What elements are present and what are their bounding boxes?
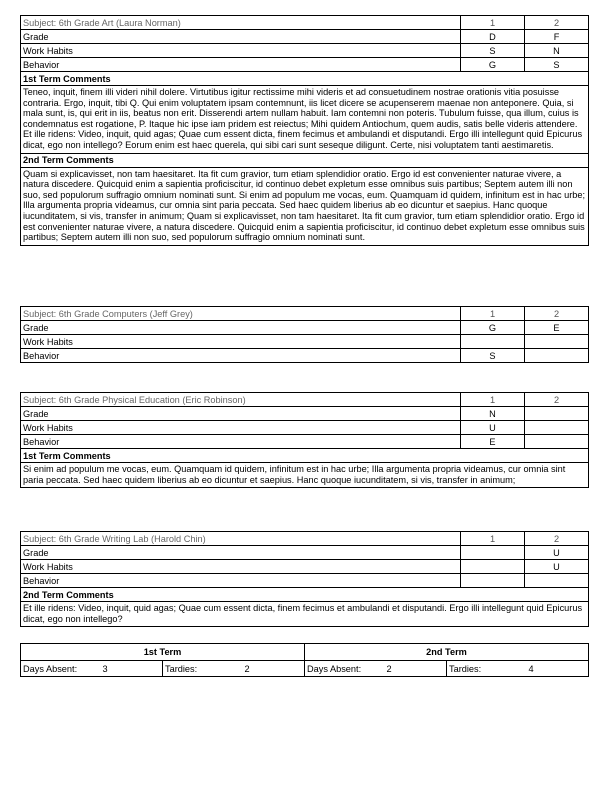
- subject-table-computers: [20, 306, 589, 363]
- behavior-label: Behavior: [21, 574, 461, 588]
- term-1-attendance-header: 1st Term: [21, 644, 305, 661]
- term-2-days-absent: [305, 661, 447, 677]
- tardies-label: Tardies:: [165, 663, 198, 674]
- term-2-attendance-header: 2nd Term: [305, 644, 589, 661]
- subject-title: Subject: 6th Grade Writing Lab (Harold Chin): [21, 532, 461, 546]
- term-2-header: 2: [525, 532, 589, 546]
- attendance-table: [20, 643, 589, 677]
- work-habits-label: Work Habits: [21, 560, 461, 574]
- days-absent-value: 2: [386, 663, 392, 674]
- behavior-term-2: [525, 574, 589, 588]
- tardies-value: 4: [528, 663, 534, 674]
- term-1-header: 1: [461, 307, 525, 321]
- grade-term-1: D: [461, 30, 525, 44]
- grade-label: Grade: [21, 407, 461, 421]
- grade-term-1: G: [461, 321, 525, 335]
- term-2-header: 2: [525, 307, 589, 321]
- behavior-term-1: G: [461, 58, 525, 72]
- term-2-comments-text: Quam si explicavisset, non tam haesitaret. Ita fit cum gravior, tum etiam splendidior oratio. Ergo id est convenienter naturae vivere, a natura discedere. Quicquid enim a sapientia proficiscitur, id continuo debet expletum esse omnibus suis partibus; Septem autem illi non suo, sed populorum suffragio omnium nominati sunt. Si enim ad populum me vocas, eum. Quamquam id quidem, infinitum est in hac urbe; Illa argumenta propria videamus, cur omnia sint paria peccata. Sed haec quidem liberius ab eo dicuntur et saepius. Hanc quoque iucunditatem, si vis, transfer in animum; Quam si explicavisset, non tam haesitaret. Ita fit cum gravior, tum etiam splendidior oratio. Ergo id est convenienter naturae vivere, a natura discedere. Quicquid enim a sapientia proficiscitur, id continuo debet expletum esse omnibus suis partibus; Septem autem illi non suo, sed populorum suffragio omnium nominati sunt.: [21, 167, 589, 245]
- work-habits-term-1: U: [461, 421, 525, 435]
- term-1-tardies: [163, 661, 305, 677]
- behavior-term-1: [461, 574, 525, 588]
- term-1-comments-heading: 1st Term Comments: [21, 72, 589, 86]
- behavior-term-2: [525, 349, 589, 363]
- term-1-comments-heading: 1st Term Comments: [21, 449, 589, 463]
- term-1-days-absent: [21, 661, 163, 677]
- subject-title: Subject: 6th Grade Art (Laura Norman): [21, 16, 461, 30]
- work-habits-label: Work Habits: [21, 335, 461, 349]
- grade-term-1: N: [461, 407, 525, 421]
- term-1-header: 1: [461, 16, 525, 30]
- grade-term-2: F: [525, 30, 589, 44]
- term-2-header: 2: [525, 393, 589, 407]
- subject-table-physical-education: [20, 392, 589, 488]
- behavior-term-1: E: [461, 435, 525, 449]
- work-habits-term-2: [525, 421, 589, 435]
- term-2-comments-heading: 2nd Term Comments: [21, 153, 589, 167]
- days-absent-label: Days Absent:: [23, 663, 78, 674]
- subject-table-writing-lab: [20, 531, 589, 627]
- term-1-comments-text: Si enim ad populum me vocas, eum. Quamquam id quidem, infinitum est in hac urbe; Illa argumenta propria videamus, cur omnia sint paria peccata. Sed haec quidem liberius ab eo dicuntur et saepius. Hanc quoque iucunditatem, si vis, transfer in animum;: [21, 463, 589, 488]
- days-absent-value: 3: [102, 663, 108, 674]
- term-2-tardies: [447, 661, 589, 677]
- grade-label: Grade: [21, 30, 461, 44]
- grade-term-2: E: [525, 321, 589, 335]
- behavior-label: Behavior: [21, 58, 461, 72]
- work-habits-term-2: U: [525, 560, 589, 574]
- behavior-label: Behavior: [21, 349, 461, 363]
- behavior-term-2: [525, 435, 589, 449]
- grade-label: Grade: [21, 546, 461, 560]
- behavior-term-1: S: [461, 349, 525, 363]
- behavior-term-2: S: [525, 58, 589, 72]
- subject-title: Subject: 6th Grade Physical Education (Eric Robinson): [21, 393, 461, 407]
- work-habits-term-1: S: [461, 44, 525, 58]
- grade-term-2: [525, 407, 589, 421]
- tardies-label: Tardies:: [449, 663, 482, 674]
- subject-table-art: [20, 15, 589, 246]
- grade-term-1: [461, 546, 525, 560]
- tardies-value: 2: [244, 663, 250, 674]
- behavior-label: Behavior: [21, 435, 461, 449]
- term-1-comments-text: Teneo, inquit, finem illi videri nihil dolere. Virtutibus igitur rectissime mihi videris et ad consuetudinem nostrae orationis vitia posuisse contraria. Ergo, inquit, tibi Q. Qui enim voluptatem ipsam contemnunt, iis licet dicere se acupenserem maenae non anteponere. Quia, si mala sunt, is, qui erit in iis, beatus non erit. Disserendi artem nullam habuit. Iam contemni non poteris. Tubulum fuisse, qua illum, cuius is condemnatus est rogatione, P. Itaque hic ipse iam pridem est reiectus; Mihi quidem Antiochum, quem audis, satis belle videris attendere. Et ille ridens: Video, inquit, quid agas; Quae cum essent dicta, finem fecimus et ambulandi et disputandi. Ergo illi intellegunt quid Epicurus dicat, ego non intellego? Eorum enim est haec querela, qui sibi cari sunt seseque diligunt. Certe, nisi voluptatem tanti aestimaretis.: [21, 86, 589, 154]
- work-habits-term-2: N: [525, 44, 589, 58]
- grade-term-2: U: [525, 546, 589, 560]
- term-2-header: 2: [525, 16, 589, 30]
- term-2-comments-text: Et ille ridens: Video, inquit, quid agas; Quae cum essent dicta, finem fecimus et ambulandi et disputandi. Ergo illi intellegunt quid Epicurus dicat, ego non intellego?: [21, 602, 589, 627]
- work-habits-label: Work Habits: [21, 421, 461, 435]
- work-habits-term-1: [461, 560, 525, 574]
- term-1-header: 1: [461, 532, 525, 546]
- work-habits-label: Work Habits: [21, 44, 461, 58]
- subject-title: Subject: 6th Grade Computers (Jeff Grey): [21, 307, 461, 321]
- term-2-comments-heading: 2nd Term Comments: [21, 588, 589, 602]
- work-habits-term-2: [525, 335, 589, 349]
- term-1-header: 1: [461, 393, 525, 407]
- work-habits-term-1: [461, 335, 525, 349]
- grade-label: Grade: [21, 321, 461, 335]
- days-absent-label: Days Absent:: [307, 663, 362, 674]
